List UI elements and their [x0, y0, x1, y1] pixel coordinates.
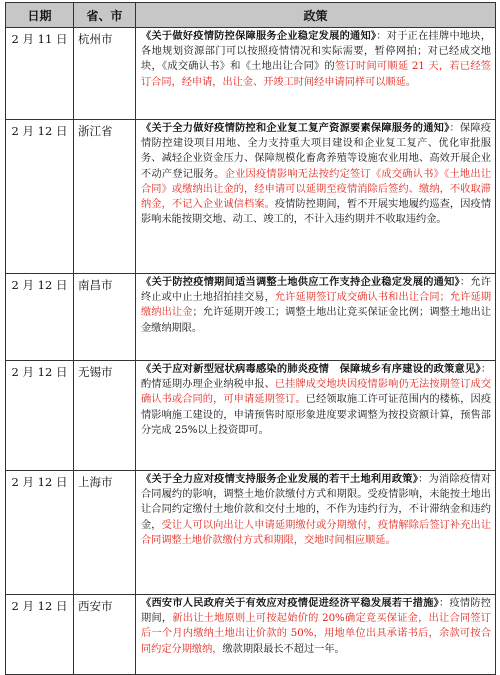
row-policy	[136, 471, 496, 595]
table-row	[6, 28, 496, 120]
policy-text: ：为消除疫情对合同履约的影响，调整土地价款缴付方式和期限。受疫情影响，未能按土地出让合同约定缴付土地价款和交付土地的，不作为违约行为，不计滞纳金和违约金，	[141, 474, 491, 531]
row-policy	[136, 361, 496, 471]
policy-title: 《西安市人民政府关于有效应对疫情促进经济平稳发展若干措施》	[141, 597, 439, 609]
row-city: 南昌市	[74, 274, 136, 361]
policy-title: 《关于做好疫情防控保障服务企业稳定发展的通知》	[141, 30, 377, 42]
header-policy: 政策	[136, 3, 496, 28]
row-date: 2 月 12 日	[6, 274, 74, 361]
table-row	[6, 361, 496, 471]
policy-table	[5, 2, 496, 675]
row-policy	[136, 28, 496, 120]
table-row	[6, 595, 496, 675]
row-city: 无锡市	[74, 361, 136, 471]
header-date: 日期	[6, 3, 74, 28]
policy-text-tail: 已经领取施工许可证范围内的楼栋，因疫情影响施工建设的，申请预售时原形象进度要求调整为按投资额计算，预售部分完成 25%以上投资即可。	[141, 394, 492, 436]
row-date: 2 月 12 日	[6, 595, 74, 675]
policy-text: ：对于正在挂牌中地块，各地规划资源部门可以按照疫情情况和实际需要，暂停网拍；对已经成交地块，《成交确认书》和《土地出让合同》的	[141, 31, 492, 73]
table-header-row	[6, 3, 496, 28]
policy-text-tail: ；允许延期开竣工；调整土地出让竞买保证金比例；调整土地出让金缴纳期限。	[141, 307, 492, 334]
policy-highlight: 允许延期签订成交确认书和出让合同；允许延期缴纳出让金	[141, 292, 492, 319]
table-row	[6, 120, 496, 274]
policy-title: 《关于防控疫情期间适当调整土地供应工作支持企业稳定发展的通知》	[141, 276, 460, 288]
row-date: 2 月 12 日	[6, 361, 74, 471]
policy-title: 《关于应对新型冠状病毒感染的肺炎疫情 保障城乡有序建设的政策意见》	[141, 363, 481, 375]
policy-title: 《关于全力应对疫情支持服务企业发展的若干土地利用政策》	[141, 473, 419, 485]
row-city: 西安市	[74, 595, 136, 675]
policy-highlight: 签订时间可顺延 21 天，若已经签订合同，经申请，出让金、开竣工时间经申请同样可以顺延。	[141, 61, 491, 88]
row-policy	[136, 274, 496, 361]
policy-highlight: 新出让土地原则上可按起始价的 20%确定竞买保证金，出让合同签订后一个月内缴纳土地出让价款的 50%，用地单位出具承诺书后，余款可按合同约定分期缴纳，	[141, 613, 491, 655]
row-city: 上海市	[74, 471, 136, 595]
header-city: 省、市	[74, 3, 136, 28]
row-city: 杭州市	[74, 28, 136, 120]
row-date: 2 月 11 日	[6, 28, 74, 120]
policy-highlight: 企业因疫情影响无法按约定签订《成交确认书》《土地出让合同》或缴纳出让金的，经申请可以延期至疫情消除后签约、缴纳，不收取滞纳金，不记入企业诚信档案。	[141, 168, 492, 211]
policy-text: ：允许终止或中止土地招拍挂交易，	[141, 277, 491, 304]
policy-text: ：酌情延期办理企业纳税申报、	[141, 364, 491, 391]
policy-text: ：保障疫情防控建设项目用地、全力支持重大项目建设和企业复工复产、优化审批服务、减轻企业资金压力、保障规模化畜禽养殖等设施农业用地、高效开展企业不动产登记服务。	[141, 123, 491, 180]
policy-highlight: 已挂牌成交地块因疫情影响仍无法按期签订成交确认书或合同的，可申请延期签订。	[141, 379, 492, 406]
policy-title: 《关于全力做好疫情防控和企业复工复产资源要素保障服务的通知》	[141, 122, 450, 134]
table-row	[6, 471, 496, 595]
table-row	[6, 274, 496, 361]
row-policy	[136, 120, 496, 274]
row-city: 浙江省	[74, 120, 136, 274]
policy-text-tail: 疫情防控期间，暂不开展实地履约巡查，因疫情影响未能按期交地、动工、竣工的，不计入违约期并不收取违约金。	[141, 199, 492, 226]
policy-text: ：疫情防控期间，	[141, 598, 491, 625]
row-policy	[136, 595, 496, 675]
policy-highlight: 受让人可以向出让人申请延期缴付或分期缴付，疫情解除后签订补充出让合同调整土地价款缴付方式和期限，交地时间相应顺延。	[141, 519, 492, 546]
policy-text-tail: 缴款期限最长不超过一年。	[222, 643, 345, 655]
row-date: 2 月 12 日	[6, 120, 74, 274]
row-date: 2 月 12 日	[6, 471, 74, 595]
